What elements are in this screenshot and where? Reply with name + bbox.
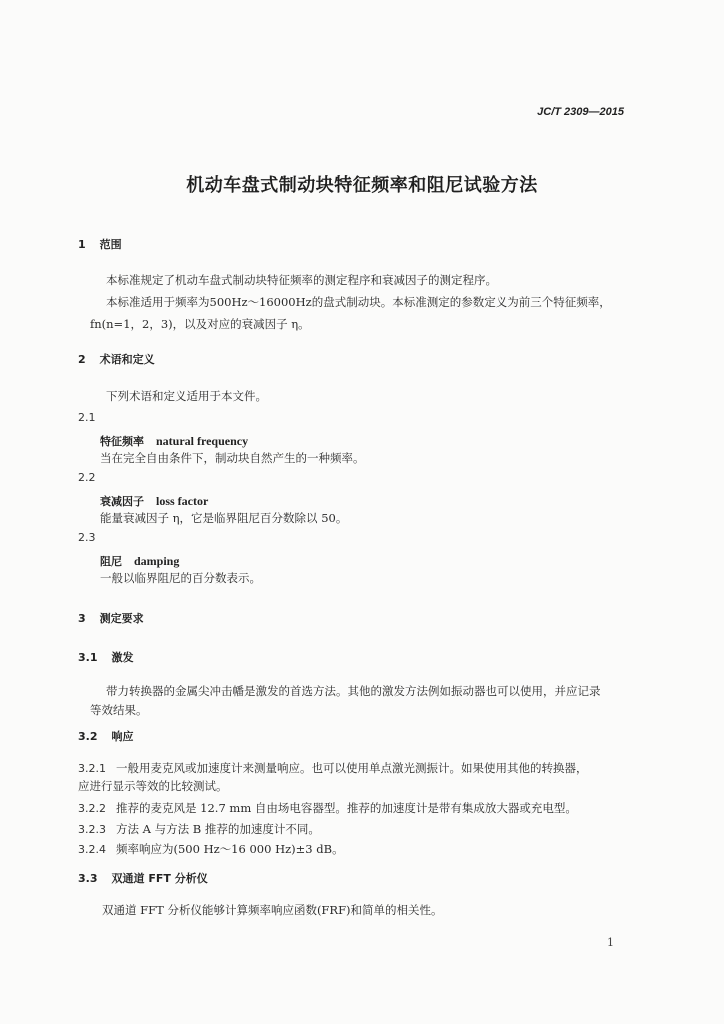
clause-number: 3.2.1 — [78, 762, 106, 775]
section-3-heading — [78, 610, 144, 626]
clause-3-2-2 — [78, 800, 577, 817]
subsection-title: 响应 — [111, 730, 134, 743]
term-english: loss factor — [156, 494, 209, 508]
term-entry — [100, 490, 208, 509]
paragraph: 等效结果。 — [90, 703, 148, 717]
term-chinese: 特征频率 — [100, 435, 144, 448]
document-title: 机动车盘式制动块特征频率和阻尼试验方法 — [186, 175, 538, 196]
page-number: 1 — [607, 936, 614, 949]
term-entry — [100, 550, 179, 569]
clause-3-2-1 — [78, 760, 588, 777]
section-title: 范围 — [99, 238, 122, 251]
term-definition: 当在完全自由条件下，制动块自然产生的一种频率。 — [100, 451, 365, 465]
section-number: 1 — [78, 238, 86, 251]
subsection-number: 3.1 — [78, 651, 98, 664]
clause-3-2-4 — [78, 841, 344, 858]
subsection-3-1-heading — [78, 649, 134, 665]
clause-text: 方法 A 与方法 B 推荐的加速度计不同。 — [116, 822, 320, 836]
subsection-title: 双通道 FFT 分析仪 — [111, 872, 208, 885]
section-2-heading — [78, 351, 155, 367]
paragraph: 带力转换器的金属尖冲击幡是激发的首选方法。其他的激发方法例如振动器也可以使用，并应记录 — [106, 684, 601, 698]
paragraph: 本标准规定了机动车盘式制动块特征频率的测定程序和衰减因子的测定程序。 — [106, 273, 497, 287]
term-number: 2.2 — [78, 471, 96, 484]
term-definition: 一般以临界阻尼的百分数表示。 — [100, 571, 261, 585]
term-chinese: 衰减因子 — [100, 495, 144, 508]
clause-text: 一般用麦克风或加速度计来测量响应。也可以使用单点激光测振计。如果使用其他的转换器， — [116, 761, 588, 775]
paragraph: 双通道 FFT 分析仪能够计算频率响应函数(FRF)和简单的相关性。 — [102, 903, 443, 917]
paragraph: 下列术语和定义适用于本文件。 — [106, 389, 267, 403]
term-entry — [100, 430, 248, 449]
subsection-3-2-heading — [78, 728, 134, 744]
clause-number: 3.2.2 — [78, 802, 106, 815]
subsection-3-3-heading — [78, 870, 208, 886]
paragraph: 应进行显示等效的比较测试。 — [78, 779, 228, 793]
section-number: 3 — [78, 612, 86, 625]
paragraph: 本标准适用于频率为500Hz～16000Hz的盘式制动块。本标准测定的参数定义为前三个特征频率， — [106, 295, 611, 309]
subsection-number: 3.2 — [78, 730, 98, 743]
term-english: natural frequency — [156, 434, 249, 448]
term-number: 2.1 — [78, 411, 96, 424]
section-title: 测定要求 — [99, 612, 144, 625]
subsection-number: 3.3 — [78, 872, 98, 885]
clause-number: 3.2.3 — [78, 823, 106, 836]
clause-3-2-3 — [78, 821, 320, 838]
standard-number: JC/T 2309—2015 — [537, 106, 624, 118]
paragraph: fn(n=1，2，3)，以及对应的衰减因子 η。 — [90, 317, 310, 331]
section-title: 术语和定义 — [99, 353, 155, 366]
section-1-heading — [78, 236, 122, 252]
clause-text: 推荐的麦克风是 12.7 mm 自由场电容器型。推荐的加速度计是带有集成放大器或充电型。 — [116, 801, 577, 815]
term-definition: 能量衰减因子 η，它是临界阻尼百分数除以 50。 — [100, 511, 348, 525]
subsection-title: 激发 — [111, 651, 134, 664]
section-number: 2 — [78, 353, 86, 366]
clause-text: 频率响应为(500 Hz～16 000 Hz)±3 dB。 — [116, 842, 344, 856]
term-english: damping — [134, 554, 180, 568]
term-chinese: 阻尼 — [100, 555, 122, 568]
term-number: 2.3 — [78, 531, 96, 544]
clause-number: 3.2.4 — [78, 843, 106, 856]
